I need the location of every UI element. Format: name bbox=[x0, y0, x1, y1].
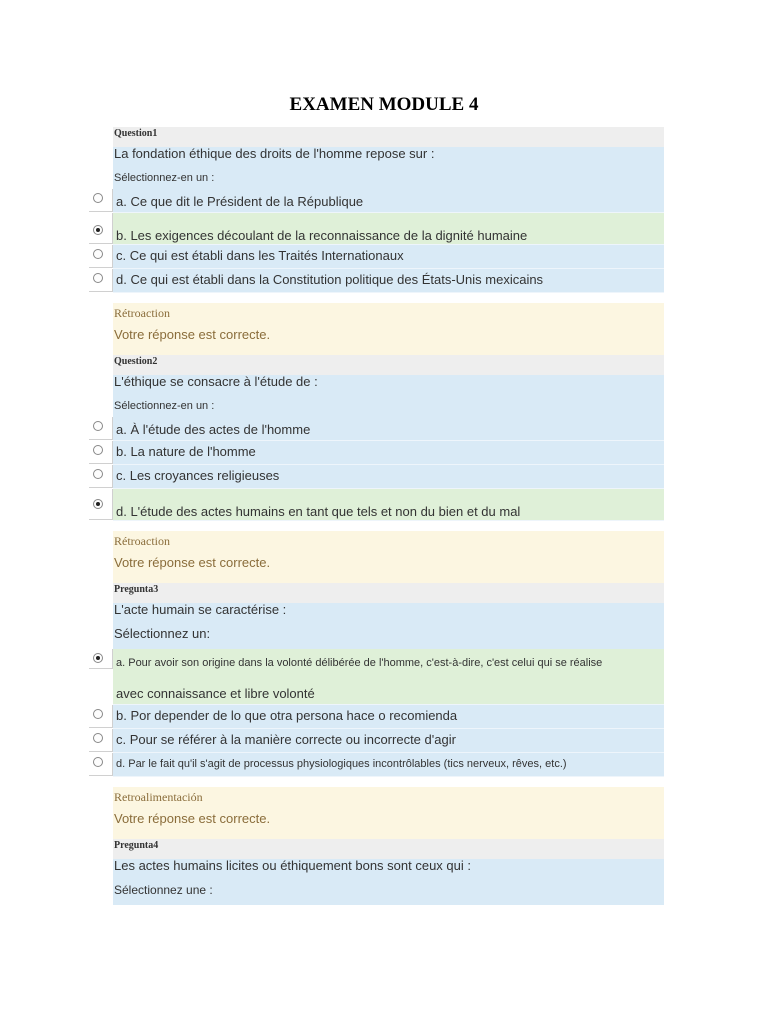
radio-button[interactable] bbox=[89, 729, 113, 752]
question-3 bbox=[0, 583, 768, 839]
question-text: Les actes humains licites ou éthiquement bons sont ceux qui : bbox=[113, 859, 664, 883]
answer-option-a[interactable] bbox=[113, 417, 664, 441]
radio-unchecked-icon bbox=[93, 421, 103, 431]
option-label: b. La nature de l'homme bbox=[116, 444, 256, 459]
feedback-title: Rétroaction bbox=[114, 306, 170, 320]
question-2 bbox=[0, 355, 768, 583]
radio-checked-icon bbox=[93, 225, 103, 235]
select-prompt: Sélectionnez un: bbox=[113, 627, 664, 649]
radio-checked-icon bbox=[93, 653, 103, 663]
radio-unchecked-icon bbox=[93, 469, 103, 479]
answer-option-d[interactable] bbox=[113, 753, 664, 777]
feedback-box bbox=[113, 787, 664, 839]
radio-button[interactable] bbox=[89, 489, 113, 520]
feedback-box bbox=[113, 531, 664, 583]
feedback-box bbox=[113, 303, 664, 355]
answer-option-d[interactable] bbox=[113, 269, 664, 293]
radio-button[interactable] bbox=[89, 245, 113, 268]
radio-checked-icon bbox=[93, 499, 103, 509]
answer-option-b[interactable] bbox=[113, 705, 664, 729]
option-label: a. Ce que dit le Président de la République bbox=[116, 194, 364, 209]
feedback-text: Votre réponse est correcte. bbox=[114, 555, 271, 570]
select-prompt: Sélectionnez une : bbox=[113, 883, 664, 905]
radio-button[interactable] bbox=[89, 441, 113, 464]
question-text: L'éthique se consacre à l'étude de : bbox=[113, 375, 664, 399]
feedback-text: Votre réponse est correcte. bbox=[114, 811, 271, 826]
radio-unchecked-icon bbox=[93, 709, 103, 719]
radio-unchecked-icon bbox=[93, 193, 103, 203]
option-label-continued: avec connaissance et libre volonté bbox=[116, 686, 315, 701]
option-label: d. Ce qui est établi dans la Constitution politique des États-Unis mexicains bbox=[116, 272, 544, 287]
quiz bbox=[0, 127, 768, 905]
option-label: c. Les croyances religieuses bbox=[116, 468, 280, 483]
feedback-title: Retroalimentación bbox=[114, 790, 203, 804]
question-text: La fondation éthique des droits de l'homme repose sur : bbox=[113, 147, 664, 171]
radio-unchecked-icon bbox=[93, 249, 103, 259]
option-label: b. Les exigences découlant de la reconnaissance de la dignité humaine bbox=[116, 228, 528, 243]
radio-button[interactable] bbox=[89, 269, 113, 292]
radio-button[interactable] bbox=[89, 417, 113, 440]
option-label: d. Par le fait qu'il s'agit de processus physiologiques incontrôlables (tics nerveux, rêves, etc.) bbox=[116, 758, 567, 770]
answer-option-c[interactable] bbox=[113, 245, 664, 269]
feedback-text: Votre réponse est correcte. bbox=[114, 327, 271, 342]
option-label: a. À l'étude des actes de l'homme bbox=[116, 422, 311, 437]
radio-unchecked-icon bbox=[93, 273, 103, 283]
answer-option-d[interactable] bbox=[113, 489, 664, 521]
radio-button[interactable] bbox=[89, 213, 113, 244]
select-prompt: Sélectionnez-en un : bbox=[113, 171, 664, 189]
radio-button[interactable] bbox=[89, 649, 113, 669]
select-prompt: Sélectionnez-en un : bbox=[113, 399, 664, 417]
question-header: Question2 bbox=[113, 355, 664, 375]
radio-button[interactable] bbox=[89, 753, 113, 776]
answer-option-c[interactable] bbox=[113, 465, 664, 489]
answer-option-c[interactable] bbox=[113, 729, 664, 753]
radio-unchecked-icon bbox=[93, 757, 103, 767]
option-label: b. Por depender de lo que otra persona hace o recomienda bbox=[116, 708, 458, 723]
question-4 bbox=[0, 839, 768, 905]
question-text: L'acte humain se caractérise : bbox=[113, 603, 664, 627]
question-header: Pregunta3 bbox=[113, 583, 664, 603]
radio-button[interactable] bbox=[89, 705, 113, 728]
page-title: EXAMEN MODULE 4 bbox=[289, 94, 479, 115]
answer-option-b[interactable] bbox=[113, 441, 664, 465]
feedback-title: Rétroaction bbox=[114, 534, 170, 548]
radio-button[interactable] bbox=[89, 465, 113, 488]
question-header: Question1 bbox=[113, 127, 664, 147]
option-label: d. L'étude des actes humains en tant que tels et non du bien et du mal bbox=[116, 504, 521, 519]
answer-option-a[interactable] bbox=[113, 189, 664, 213]
radio-unchecked-icon bbox=[93, 445, 103, 455]
question-1 bbox=[0, 127, 768, 355]
option-label: c. Ce qui est établi dans les Traités Internationaux bbox=[116, 248, 404, 263]
answer-option-b[interactable] bbox=[113, 213, 664, 245]
option-label: c. Pour se référer à la manière correcte ou incorrecte d'agir bbox=[116, 732, 456, 747]
question-header: Pregunta4 bbox=[113, 839, 664, 859]
radio-button[interactable] bbox=[89, 189, 113, 212]
answer-option-a[interactable] bbox=[113, 649, 664, 705]
radio-unchecked-icon bbox=[93, 733, 103, 743]
option-label: a. Pour avoir son origine dans la volonté délibérée de l'homme, c'est-à-dire, c'est celui qui se réalise bbox=[116, 657, 603, 669]
